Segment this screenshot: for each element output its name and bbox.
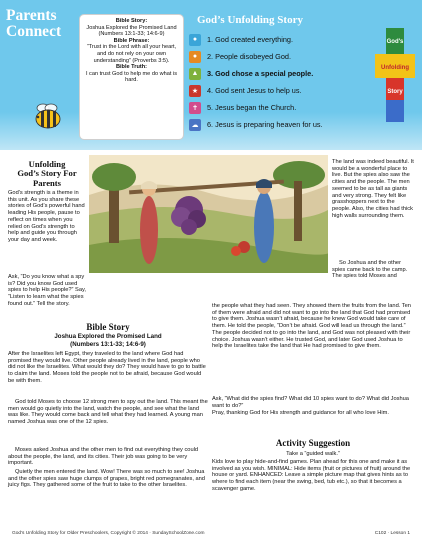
unfolding-heading-line2: God’s Story For — [17, 168, 77, 179]
bee-icon — [32, 102, 64, 130]
bible-truth-label: Bible Truth: — [115, 64, 148, 71]
logo-word-3: Story — [387, 89, 403, 95]
bible-story-heading: Bible Story — [86, 322, 130, 332]
unfolding-heading-line1: Unfolding — [28, 159, 66, 169]
unfolding-story-panel — [189, 14, 419, 140]
tent-icon: ▲ — [189, 68, 201, 80]
apple-icon: ● — [189, 51, 201, 63]
footer-copyright: God’s Unfolding Story for Older Preschoolers, Copyright © 2014 · SundaySchoolZone.com — [12, 531, 205, 536]
story-step-label: 5. Jesus began the Church. — [207, 103, 297, 112]
church-icon: ✝ — [189, 102, 201, 114]
bible-story-reference: (Numbers 13:1-33; 14:6-9) — [70, 341, 146, 348]
story-discussion: Ask, “What did the spies find? What did 10 spies want to do? What did Joshua want to do?” — [212, 396, 409, 409]
story-step-2 — [189, 48, 374, 65]
story-step-label: 6. Jesus is preparing heaven for us. — [207, 120, 323, 129]
bible-story-para4: Quietly the men entered the land. Wow! There was so much to see! Joshua and the other spies saw huge clumps of grapes, bright red pomegranates, and juicy figs. They gathered some of the fruit to take to the other Israelites. — [8, 469, 205, 489]
bible-phrase-label: Bible Phrase: — [113, 37, 150, 44]
activity-body: Kids love to play hide-and-find games. Plan ahead for this one and make it as involved as you wish. MINIMAL: Hide items (fruit or pictures of fruit) around the house or yard. ENHANCED: Leave a simple picture map that gives hints as to where to find each item (near the swing, bed, tub etc.), so that it becomes a scavenger game. — [212, 459, 411, 492]
bible-story-subheading: Joshua Explored the Promised Land — [54, 333, 162, 340]
story-prayer: Pray, thanking God for His strength and guidance for all who love Him. — [212, 410, 389, 416]
logo-word-1: God's — [386, 39, 404, 45]
bible-truth-text: I can trust God to help me do what is hard. — [85, 70, 178, 84]
story-step-5 — [189, 99, 374, 116]
unfolding-para1: God’s strength is a theme in this unit. As you share these stories of God’s powerful hand leading His people, pause to reflect on times when you relied on God’s strength to help and guide you through your day and week. — [8, 190, 85, 243]
activity-heading: Activity Suggestion — [275, 438, 351, 448]
story-step-4 — [189, 82, 374, 99]
story-step-6 — [189, 116, 374, 133]
unfolding-story-title: God’s Unfolding Story — [197, 14, 303, 26]
bible-phrase-text: “Trust in the Lord with all your heart, and do not rely on your own understanding” (Proverbs 3:5). — [86, 44, 177, 64]
bible-story-para2: God told Moses to choose 12 strong men to spy out the land. This meant the men would go quietly into the land, watch the people, and see what the land was like. They would come back and tell what they had learned. A young man named Joshua was one of the 12 spies. — [8, 399, 208, 426]
unfolding-heading — [8, 160, 86, 188]
activity-intro: Take a “guided walk.” — [286, 451, 340, 457]
unfolding-para2: Ask, “Do you know what a spy is? Did you know God used spies to help His people?” Say, “Listen to learn what the spies found out.” Tell the story. — [8, 274, 86, 307]
story-step-label: 2. People disobeyed God. — [207, 52, 291, 61]
unfolding-story-logo — [373, 26, 417, 126]
page-title-line1: Parents — [6, 7, 57, 24]
story-step-label: 4. God sent Jesus to help us. — [207, 86, 302, 95]
bible-story-para1: After the Israelites left Egypt, they traveled to the land where God had promised they would live. Other people already lived in the land, people who did not like the Israelites. What would they do? They would have to go to battle to claim the land. Moses told the people not to be afraid, because God would be with them. — [8, 351, 206, 384]
globe-icon: ● — [189, 34, 201, 46]
story-step-label: 3. God chose a special people. — [207, 69, 314, 78]
logo-word-2: Unfolding — [381, 65, 409, 71]
story-right-para2: So Joshua and the other spies came back to the camp. The spies told Moses and — [332, 260, 408, 280]
cloud-icon: ☁ — [189, 119, 201, 131]
unfolding-heading-line3: Parents — [32, 177, 61, 188]
page-title — [6, 8, 61, 40]
spies-illustration — [89, 155, 328, 273]
page-title-line2: Connect — [6, 23, 62, 40]
bible-story-text: Joshua Explored the Promised Land (Numbers 13:1-33; 14:6-9) — [86, 24, 177, 38]
manger-icon: ★ — [189, 85, 201, 97]
story-right-para1: The land was indeed beautiful. It would be a wonderful place to live. But the spies also saw the cities and the people. The men seemed to be as tall as giants and very strong. They felt like grasshoppers next to the people. Also, the cities had thick high walls surrounding them. — [332, 159, 414, 219]
story-right-para3: the people what they had seen. They showed them the fruits from the land. Ten of them were afraid and did not want to go into the land that God had promised to give them. Joshua wasn’t afraid, because he knew God would take care of them. He told the people, “Don’t be afraid. God will lead us through the land.” The people decided not to go into the land, and God was not pleased with their choice. Joshua wasn’t either. He trusted God, and later God used Joshua to help the Israelites take the land that He had promised to give them. — [212, 303, 411, 350]
unfolding-story-list — [189, 31, 374, 133]
bible-story-label: Bible Story: — [115, 18, 148, 24]
story-step-1 — [189, 31, 374, 48]
story-step-3 — [189, 65, 374, 82]
footer-lesson: C102 · Lesson 1 — [374, 531, 410, 536]
story-step-label: 1. God created everything. — [207, 35, 293, 44]
bible-story-para3: Moses asked Joshua and the other men to find out everything they could about the people, the land, and its cities. Their job was going to be very important. — [8, 447, 199, 467]
bible-info-box — [79, 14, 184, 140]
